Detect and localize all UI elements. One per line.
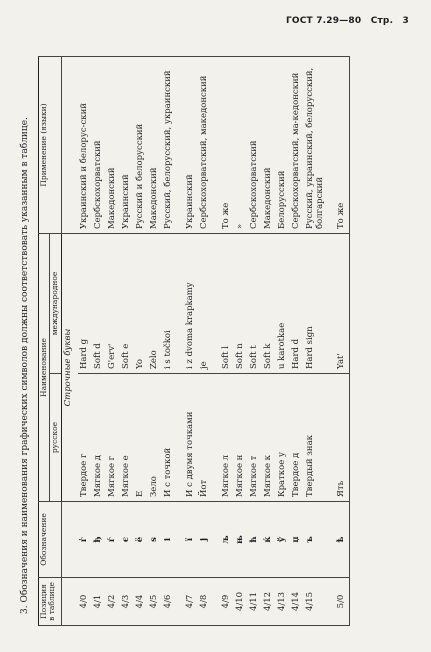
- cell-russian-name: Мягкое т: [248, 374, 262, 502]
- cell-position: 4/11: [248, 578, 262, 626]
- cell-symbol: ѣ: [335, 502, 350, 578]
- cell-symbol: ѓ: [106, 502, 120, 578]
- cell-note: Украинский: [184, 57, 198, 234]
- cell-symbol: і: [162, 502, 176, 578]
- cell-position: [212, 578, 220, 626]
- cell-position: [176, 578, 184, 626]
- cell-position: 4/5: [148, 578, 162, 626]
- table-row: [92, 57, 106, 626]
- table-row: [162, 57, 176, 626]
- cell-international-name: Hard sign: [304, 234, 327, 374]
- page-label: Стр.: [370, 16, 394, 26]
- cell-international-name: Zelo: [148, 234, 162, 374]
- cell-position: 4/4: [134, 578, 148, 626]
- cell-russian-name: Мягкое е: [120, 374, 134, 502]
- table-row: [120, 57, 134, 626]
- cell-note: Македонский: [262, 57, 276, 234]
- table-row: [106, 57, 120, 626]
- cell-symbol: є: [120, 502, 134, 578]
- cell-russian-name: [212, 374, 220, 502]
- cell-note: [212, 57, 220, 234]
- cell-position: 4/15: [304, 578, 327, 626]
- table-row: [276, 57, 290, 626]
- cell-position: 4/9: [220, 578, 234, 626]
- cell-position: 4/1: [92, 578, 106, 626]
- table-row: [220, 57, 234, 626]
- cell-symbol: ќ: [262, 502, 276, 578]
- header-international: международное: [50, 234, 61, 374]
- cell-international-name: Soft l: [220, 234, 234, 374]
- table-row: [148, 57, 162, 626]
- table-row: [234, 57, 248, 626]
- cell-symbol: њ: [234, 502, 248, 578]
- cell-symbol: ј: [198, 502, 212, 578]
- symbols-table: [38, 56, 350, 626]
- cell-international-name: Soft d: [92, 234, 106, 374]
- cell-russian-name: [327, 374, 335, 502]
- rotated-page-content: [18, 40, 398, 640]
- table-row: [78, 57, 92, 626]
- cell-russian-name: Зело: [148, 374, 162, 502]
- page-number: 3: [402, 16, 409, 26]
- cell-position: 4/7: [184, 578, 198, 626]
- cell-position: 4/10: [234, 578, 248, 626]
- cell-position: 4/8: [198, 578, 212, 626]
- header-position: Позиция в таблице: [39, 578, 62, 626]
- cell-position: [327, 578, 335, 626]
- cell-russian-name: Твердый знак: [304, 374, 327, 502]
- section-title: Строчные буквы: [61, 234, 78, 502]
- cell-international-name: i s točkoi: [162, 234, 176, 374]
- cell-note: Русский и белорусский: [134, 57, 148, 234]
- table-row: [262, 57, 276, 626]
- table-row: [290, 57, 304, 626]
- cell-international-name: Soft k: [262, 234, 276, 374]
- cell-international-name: i z dvoma krapkamy: [184, 234, 198, 374]
- table-row: [212, 57, 220, 626]
- cell-international-name: Hard d: [290, 234, 304, 374]
- cell-russian-name: Краткое у: [276, 374, 290, 502]
- table-row: [248, 57, 262, 626]
- header-symbol: Обозначение: [39, 502, 62, 578]
- cell-international-name: Soft e: [120, 234, 134, 374]
- cell-international-name: G'erv': [106, 234, 120, 374]
- cell-international-name: Yo: [134, 234, 148, 374]
- cell-russian-name: [176, 374, 184, 502]
- cell-international-name: Yat': [335, 234, 350, 374]
- cell-position: 5/0: [335, 578, 350, 626]
- table-row: [304, 57, 327, 626]
- cell-international-name: u karotkae: [276, 234, 290, 374]
- table-row: [184, 57, 198, 626]
- cell-russian-name: Мягкое н: [234, 374, 248, 502]
- cell-symbol: [176, 502, 184, 578]
- cell-note: Македонский: [106, 57, 120, 234]
- header-note: Применение (языки): [39, 57, 62, 234]
- header-name: Наименование: [39, 234, 50, 502]
- cell-international-name: [327, 234, 335, 374]
- cell-note: [327, 57, 335, 234]
- table-row: [198, 57, 212, 626]
- cell-note: Сербскохорватский, ма-кедонский: [290, 57, 304, 234]
- cell-symbol: ѕ: [148, 502, 162, 578]
- cell-note: Русский, украинский, белорусский, болгарский: [304, 57, 327, 234]
- cell-note: Македонский: [148, 57, 162, 234]
- cell-note: Русский, белорусский, украинский: [162, 57, 176, 234]
- cell-note: Белорусский: [276, 57, 290, 234]
- cell-international-name: [176, 234, 184, 374]
- cell-russian-name: Мягкое д: [92, 374, 106, 502]
- cell-russian-name: Твердое г: [78, 374, 92, 502]
- cell-international-name: Hard g: [78, 234, 92, 374]
- cell-international-name: Soft t: [248, 234, 262, 374]
- cell-note: »: [234, 57, 248, 234]
- table-row: [335, 57, 350, 626]
- cell-russian-name: Е: [134, 374, 148, 502]
- gost-number: ГОСТ 7.29—80: [285, 16, 362, 26]
- cell-symbol: ё: [134, 502, 148, 578]
- cell-note: Сербскохорватский: [248, 57, 262, 234]
- cell-note: Сербскохорватский: [92, 57, 106, 234]
- cell-international-name: [212, 234, 220, 374]
- cell-note: Украинский: [120, 57, 134, 234]
- cell-russian-name: Мягкое г: [106, 374, 120, 502]
- cell-symbol: ђ: [92, 502, 106, 578]
- table-row: [134, 57, 148, 626]
- cell-russian-name: Мягкое л: [220, 374, 234, 502]
- cell-russian-name: Твердое д: [290, 374, 304, 502]
- cell-russian-name: Ять: [335, 374, 350, 502]
- cell-symbol: ў: [276, 502, 290, 578]
- cell-symbol: ъ: [304, 502, 327, 578]
- cell-position: 4/13: [276, 578, 290, 626]
- cell-symbol: џ: [290, 502, 304, 578]
- cell-symbol: ї: [184, 502, 198, 578]
- cell-position: 4/2: [106, 578, 120, 626]
- cell-russian-name: Мягкое к: [262, 374, 276, 502]
- cell-position: 4/0: [78, 578, 92, 626]
- cell-symbol: г̓: [78, 502, 92, 578]
- cell-note: Украинский и белорус-ский: [78, 57, 92, 234]
- cell-position: 4/12: [262, 578, 276, 626]
- cell-note: [176, 57, 184, 234]
- cell-russian-name: И с точкой: [162, 374, 176, 502]
- cell-symbol: [212, 502, 220, 578]
- cell-symbol: ћ: [248, 502, 262, 578]
- cell-symbol: [327, 502, 335, 578]
- cell-note: То же: [335, 57, 350, 234]
- cell-international-name: je: [198, 234, 212, 374]
- cell-international-name: Soft n: [234, 234, 248, 374]
- cell-russian-name: И с двумя точками: [184, 374, 198, 502]
- cell-russian-name: Йот: [198, 374, 212, 502]
- cell-position: 4/3: [120, 578, 134, 626]
- cell-position: 4/14: [290, 578, 304, 626]
- cell-symbol: љ: [220, 502, 234, 578]
- header-russian: русское: [50, 374, 61, 502]
- cell-note: Сербскохорватский, македонский: [198, 57, 212, 234]
- page-header: [280, 16, 409, 26]
- cell-note: То же: [220, 57, 234, 234]
- table-row: [327, 57, 335, 626]
- table-caption: 3. Обозначения и наименования графических символов должны соответствовать указанным в таблице.: [20, 117, 30, 614]
- cell-position: 4/6: [162, 578, 176, 626]
- table-row: [176, 57, 184, 626]
